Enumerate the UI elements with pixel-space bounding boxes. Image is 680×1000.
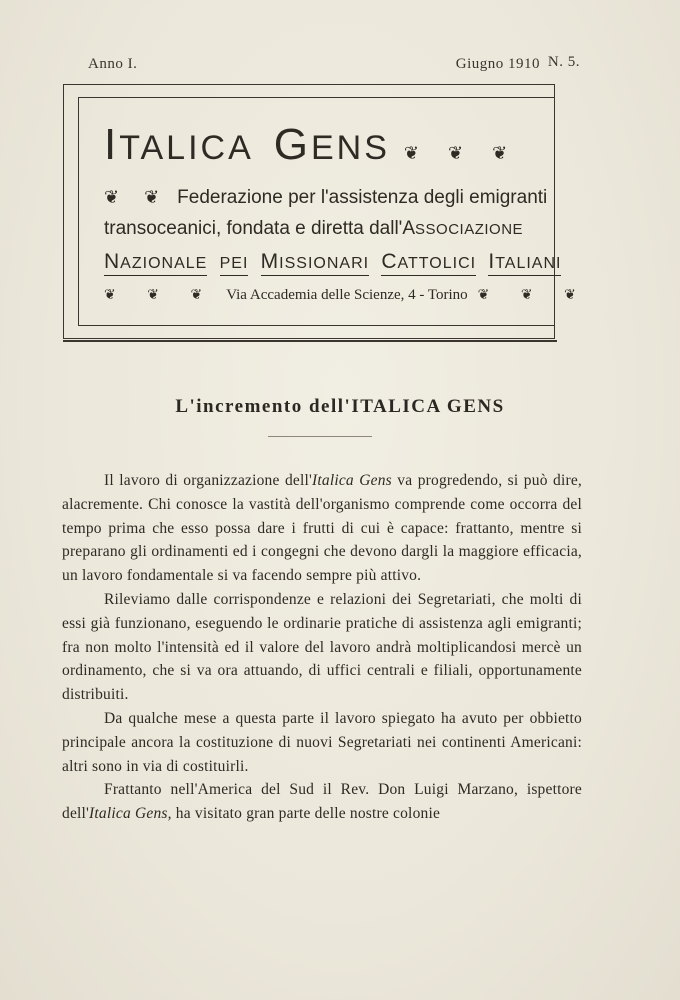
running-head — [88, 54, 580, 73]
masthead-rule — [63, 340, 557, 342]
article-body — [62, 469, 582, 826]
word-rest: TALIANI — [495, 255, 562, 272]
article-title: L'incremento dell'ITALICA GENS — [175, 396, 505, 417]
subtitle-smallcaps: SSOCIAZIONE — [415, 221, 524, 238]
italic-run: Italica Gens, — [89, 805, 172, 823]
issue-number: N. 5. — [547, 54, 580, 70]
fleuron-ornament-icon: ❦ ❦ ❦ — [104, 288, 217, 303]
paragraph: Da qualche mese a questa parte il lavoro spiegato ha avuto per obbietto principale ancora la costituzione di nuovi Segretariati nei continenti Americani: altri sono in via di costituirli. — [62, 709, 582, 775]
masthead-title — [104, 120, 519, 170]
masthead-address-line — [104, 287, 590, 304]
address-text: Via Accademia delle Scienze, 4 - Torino — [226, 287, 468, 303]
word-initial: M — [260, 250, 280, 273]
issue-date: Giugno 1910 — [455, 56, 540, 72]
title-divider — [268, 436, 372, 437]
title-initial: G — [273, 120, 311, 169]
masthead-subtitle-line2 — [104, 218, 523, 240]
title-word: TALICA — [119, 129, 254, 167]
subtitle-text: Federazione per l'assistenza degli emigranti — [177, 187, 548, 208]
italic-run: Italica Gens — [312, 472, 392, 489]
word-initial: N — [104, 250, 121, 273]
paragraph: Rileviamo dalle corrispondenze e relazioni dei Segretariati, che molti di essi già funzionano, eseguendo le ordinarie pratiche di assistenza agli emigranti; fra non molto l'intensità ed il valore del lavoro andrà moltiplicandosi mercè un ordinamento, che si va ora attuando, di uffici centrali e filiali, opportunamente distribuiti. — [62, 590, 582, 704]
text-run: Il lavoro di organizzazione dell' — [104, 472, 312, 489]
fleuron-ornament-icon: ❦ ❦ ❦ — [477, 288, 590, 303]
paragraph — [62, 469, 582, 588]
word-initial: I — [488, 250, 496, 273]
word-rest: PEI — [219, 255, 249, 272]
word-initial: C — [381, 250, 398, 273]
fleuron-ornament-icon: ❦ ❦ — [104, 187, 170, 207]
text-run: Frattanto nell'America del Sud il Rev. Don Luigi Marzano, ispettore dell' — [62, 781, 582, 823]
text-run: va progredendo, si può dire, alacremente. Chi conosce la vastità dell'organismo comprende come occorra del tempo prima che esso possa dare i frutti di cui è capace: frattanto, mentre si preparano gli ordinamenti ed i congegni che devono dargli la maggiore efficacia, un lavoro fondamentale si va facendo sempre più attivo. — [62, 472, 583, 585]
subtitle-text: transoceanici, fondata e diretta dall' — [104, 218, 403, 239]
fleuron-ornament-icon: ❦ ❦ ❦ — [403, 143, 520, 163]
word-rest: ISSIONARI — [279, 255, 370, 272]
subtitle-initial: A — [402, 218, 416, 239]
word-rest: ATTOLICI — [397, 255, 477, 272]
title-word: ENS — [310, 129, 390, 167]
masthead-subtitle-line1 — [104, 187, 547, 209]
text-run: ha visitato gran parte delle nostre colonie — [171, 805, 441, 823]
masthead-association-name — [104, 250, 567, 276]
title-initial: I — [104, 120, 120, 169]
issue-year: Anno I. — [88, 56, 138, 72]
word-rest: AZIONALE — [120, 255, 208, 272]
paragraph — [62, 778, 582, 826]
